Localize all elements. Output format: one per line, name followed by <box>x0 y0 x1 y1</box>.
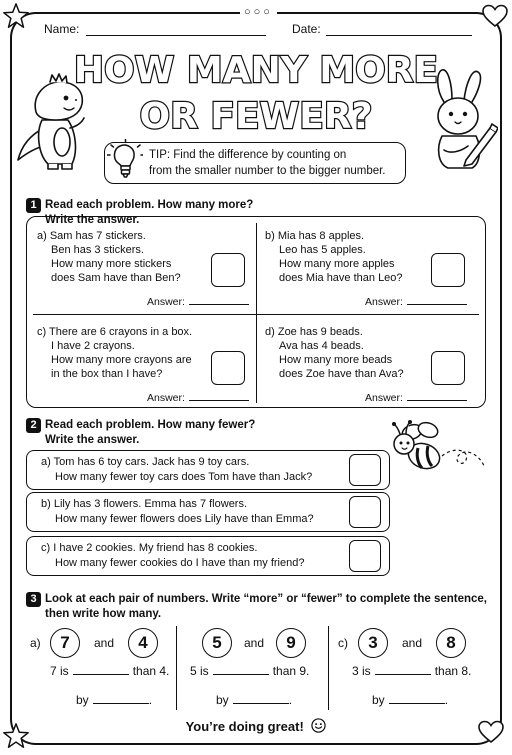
title-line-1: HOW MANY MORE <box>73 50 439 91</box>
smiley-icon <box>311 718 326 733</box>
by-label: by <box>216 693 229 707</box>
section-2-heading <box>26 418 255 447</box>
problem-line: How many more beads <box>279 354 393 366</box>
difference-line[interactable]: by . <box>372 693 449 707</box>
problem-line: in the box than I have? <box>51 368 163 380</box>
section-3-instruction: Look at each pair of numbers. Write “more” or “fewer” to complete the sentence, <box>45 593 487 605</box>
decorative-dots: ○○○ <box>240 6 277 18</box>
bee-icon <box>390 416 486 484</box>
answer-box[interactable] <box>349 496 381 528</box>
and-label: and <box>94 636 115 650</box>
answer-label: Answer: <box>365 392 403 404</box>
number-circle: 8 <box>436 628 466 658</box>
problem-label: a) <box>37 230 47 242</box>
pair-label: a) <box>30 636 41 650</box>
star-icon <box>2 2 30 30</box>
number-circle: 9 <box>276 628 306 658</box>
problem-line: does Sam have than Ben? <box>51 272 181 284</box>
section-1-instruction: Read each problem. How many more? <box>45 199 254 211</box>
section-3-instruction-2: then write how many. <box>45 608 162 620</box>
answer-line[interactable] <box>147 295 249 309</box>
section-2-instruction-2: Write the answer. <box>45 434 140 446</box>
problem-line: Lily has 3 flowers. Emma has 7 flowers. <box>53 498 248 510</box>
answer-box[interactable] <box>211 253 245 287</box>
problem-line: How many more stickers <box>51 258 172 270</box>
number-pair-c <box>338 624 498 708</box>
difference-line[interactable]: by . <box>76 693 153 707</box>
problem-label: b) <box>265 230 275 242</box>
divider <box>328 626 329 710</box>
answer-box[interactable] <box>349 454 381 486</box>
and-label: and <box>244 636 265 650</box>
section-2-instruction: Read each problem. How many fewer? <box>45 419 256 431</box>
problem-line: I have 2 cookies. My friend has 8 cookies. <box>53 542 258 554</box>
comparison-sentence[interactable] <box>352 664 471 678</box>
section-1-box <box>26 216 486 408</box>
answer-label: Answer: <box>365 296 403 308</box>
footer-text: You’re doing great! <box>185 719 304 734</box>
problem-c <box>37 325 259 417</box>
name-date-row <box>44 22 472 40</box>
number-pair-b <box>180 624 340 708</box>
sentence-start: 5 is <box>190 664 209 678</box>
heart-icon <box>482 4 508 28</box>
name-field[interactable] <box>86 35 266 36</box>
problem-line: does Zoe have than Ava? <box>279 368 404 380</box>
answer-box[interactable] <box>431 253 465 287</box>
answer-label: Answer: <box>147 392 185 404</box>
number-pair-a <box>30 624 190 708</box>
tip-line-1: TIP: Find the difference by counting on <box>149 149 347 161</box>
problem-label: b) <box>41 498 51 510</box>
bunny-icon <box>420 66 498 172</box>
problem-line: How many fewer cookies do I have than my friend? <box>55 557 305 569</box>
problem-b <box>265 229 487 321</box>
sentence-start: 3 is <box>352 664 371 678</box>
number-circle: 3 <box>358 628 388 658</box>
problem-label: c) <box>37 326 47 338</box>
answer-label: Answer: <box>147 296 185 308</box>
name-label: Name: <box>44 22 80 36</box>
answer-line[interactable] <box>365 391 467 405</box>
sentence-start: 7 is <box>50 664 69 678</box>
dinosaur-icon <box>14 72 94 172</box>
problem-line: I have 2 crayons. <box>51 340 135 352</box>
sentence-end: than 4. <box>132 664 170 678</box>
problem-label: c) <box>41 542 51 554</box>
problem-line: Sam has 7 stickers. <box>49 230 146 242</box>
problem-line: Zoe has 9 beads. <box>277 326 363 338</box>
answer-box[interactable] <box>349 540 381 572</box>
answer-box[interactable] <box>431 351 465 385</box>
problem-line: Mia has 8 apples. <box>277 230 365 242</box>
problem-line: Leo has 5 apples. <box>279 244 366 256</box>
problem-line: How many more crayons are <box>51 354 192 366</box>
problem-label: a) <box>41 456 51 468</box>
problem-d <box>265 325 487 417</box>
divider <box>176 626 177 710</box>
comparison-sentence[interactable] <box>50 664 169 678</box>
title-line-2: OR FEWER? <box>139 96 373 137</box>
answer-line[interactable] <box>147 391 249 405</box>
and-label: and <box>402 636 423 650</box>
problem-line: How many fewer toy cars does Tom have than Jack? <box>55 471 313 483</box>
answer-box[interactable] <box>211 351 245 385</box>
problem-line: Ava has 4 beads. <box>279 340 364 352</box>
encouragement-footer <box>0 718 512 734</box>
number-circle: 7 <box>50 628 80 658</box>
comparison-sentence[interactable] <box>190 664 309 678</box>
problem-line: Ben has 3 stickers. <box>51 244 144 256</box>
tip-line-2: from the smaller number to the bigger number. <box>149 165 386 177</box>
fewer-problem-a <box>26 450 390 490</box>
section-1-instruction-2: Write the answer. <box>45 214 140 226</box>
sentence-end: than 8. <box>434 664 472 678</box>
section-3-heading <box>26 592 496 621</box>
sentence-end: than 9. <box>272 664 310 678</box>
section-number: 3 <box>26 592 41 607</box>
by-label: by <box>76 693 89 707</box>
problem-line: There are 6 crayons in a box. <box>49 326 193 338</box>
lightbulb-icon <box>107 139 143 183</box>
fewer-problem-c <box>26 536 390 576</box>
date-field[interactable] <box>326 35 472 36</box>
problem-line: does Mia have than Leo? <box>279 272 403 284</box>
problem-a <box>37 229 259 321</box>
number-circle: 4 <box>128 628 158 658</box>
section-number: 1 <box>26 198 41 213</box>
problem-line: How many fewer flowers does Lily have than Emma? <box>55 513 314 525</box>
problem-line: How many more apples <box>279 258 395 270</box>
answer-line[interactable] <box>365 295 467 309</box>
pair-label: c) <box>338 636 348 650</box>
problem-line: Tom has 6 toy cars. Jack has 9 toy cars. <box>53 456 250 468</box>
problem-label: d) <box>265 326 275 338</box>
page-title <box>60 40 452 140</box>
by-label: by <box>372 693 385 707</box>
fewer-problem-b <box>26 492 390 532</box>
date-label: Date: <box>292 22 321 36</box>
difference-line[interactable]: by . <box>216 693 293 707</box>
number-circle: 5 <box>202 628 232 658</box>
section-number: 2 <box>26 418 41 433</box>
tip-box <box>104 142 406 184</box>
